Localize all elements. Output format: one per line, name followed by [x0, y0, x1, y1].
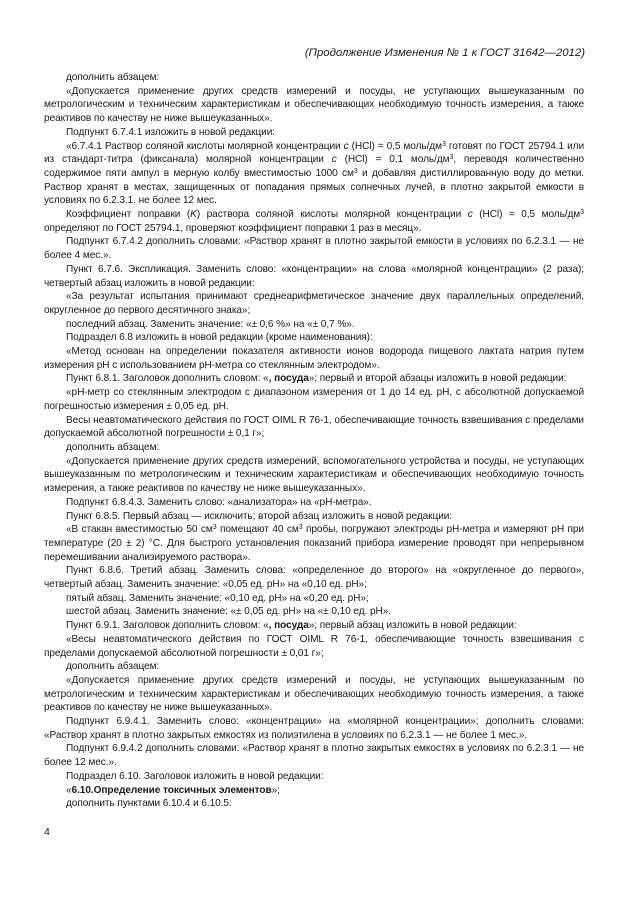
page-header: (Продолжение Изменения № 1 к ГОСТ 31642—2012)	[304, 47, 585, 59]
paragraph: «За результат испытания принимают среднеарифметическое значение двух параллельных определений, округленное до первого десятичного знака»;	[44, 291, 584, 316]
paragraph: Подпункт 6.9.4.1. Заменить слово: «концентрации» на «молярной концентрации»; дополнить словами: «Раствор хранят в плотно закрытых емкостях из полиэтилена в условиях по 6.2.3.1 — не более 1 мес.».	[44, 716, 584, 741]
paragraph: Пункт 6.7.6. Экспликация. Заменить слово: «концентрации» на слова «молярной концентрации» (2 раза); четвертый абзац изложить в новой редакции:	[44, 263, 584, 289]
paragraph: дополнить абзацем:	[66, 441, 160, 453]
paragraph: Подпункт 6.9.4.2 дополнить словами: «Раствор хранят в плотно закрытых емкостях в условиях по 6.2.3.1 — не более 12 мес.».	[44, 743, 584, 769]
paragraph: пятый абзац. Заменить значение: «0,10 ед. pH» на «0,20 ед. pH»;	[66, 592, 369, 604]
paragraph: «Допускается применение других средств измерений и посуды, не уступающих вышеуказанным по метрологическим и техническим характеристикам и обеспечивающих необходимую точность измерения, а также реактивов по качеству не ниже вышеуказанных».	[44, 85, 584, 125]
page-number: 4	[44, 826, 50, 838]
paragraph: «Метод основан на определении показателя активности ионов водорода пищевого лактата натрия путем измерения pH с использованием pH-метра со стеклянным электродом».	[44, 346, 584, 371]
paragraph: Пункт 6.8.6. Третий абзац. Заменить слова: «определенное до второго» на «округленное до первого», четвертый абзац. Заменить значение: «0,05 ед. pH» на «0,10 ед. pH»;	[44, 565, 584, 591]
paragraph: «Допускается применение других средств измерений, вспомогательного устройства и посуды, не уступающих вышеуказанным по метрологическим и техническим характеристикам и обеспечивающих необходимую точность измерения, а также реактивов по качеству не ниже вышеуказанных».	[44, 455, 584, 495]
paragraph: «6.7.4.1 Раствор соляной кислоты молярной концентрации c (HCl) = 0,5 моль/$дм^3$ готовят по ГОСТ 25794.1 или из стандарт-титра (фиксанала) молярной концентрации c (HCl) = 0,1 моль/$дм^3$, переводя количественно содержимое пяти ампул в мерную колбу вместимостью 1000 $см^3$ и добавляя дистиллированную воду до метки. Раствор хранят в местах, защищенных от попадания прямых солнечных лучей, в плотно закрытой емкости в условиях по 6.2.3.1. не более 12 мес.	[44, 140, 584, 207]
paragraph: шестой абзац. Заменить значение: «± 0,05 ед. pH» на «± 0,10 ед. pH».	[66, 606, 391, 618]
paragraph: Подпункт 6.7.4.2 дополнить словами: «Раствор хранят в плотно закрытой емкости в условиях по 6.2.3.1 — не более 4 мес.».	[44, 236, 584, 262]
paragraph: Пункт 6.8.1. Заголовок дополнить словом: «, посуда»; первый и второй абзацы изложить в новой редакции:	[66, 373, 567, 385]
document-body	[44, 71, 584, 811]
paragraph: дополнить пунктами 6.10.4 и 6.10.5:	[66, 798, 232, 810]
paragraph: последний абзац. Заменить значение: «± 0,6 %» на «± 0,7 %».	[66, 318, 355, 330]
paragraph: «pH-метр со стеклянным электродом с диапазоном измерения от 1 до 14 ед. pH, с абсолютной допускаемой погрешностью измерения ± 0,05 ед. pH.	[44, 387, 584, 412]
paragraph: дополнить абзацем:	[66, 72, 160, 83]
paragraph: Подпункт 6.8.4.3. Заменить слово: «анализатора» на «pH-метра».	[66, 496, 372, 508]
paragraph: «Допускается применение других средств измерений и посуды, не уступающих вышеуказанным по метрологическим и техническим характеристикам и обеспечивающих необходимую точность измерения, а также реактивов по качеству не ниже вышеуказанных».	[44, 674, 584, 714]
paragraph: Пункт 6.8.5. Первый абзац — исключить; второй абзац изложить в новой редакции:	[66, 510, 453, 522]
section-title-line: «6.10.Определение токсичных элементов»;	[66, 784, 280, 796]
paragraph: Коэффициент поправки (K) раствора соляной кислоты молярной концентрации c (HCl) = 0,5 моль/$дм^3$ определяют по ГОСТ 25794.1, проверяют коэффициент поправки 1 раз в месяц».	[44, 209, 584, 234]
paragraph: «Весы неавтоматического действия по ГОСТ OIML R 76-1, обеспечивающие точность взвешивания с пределами допускаемой абсолютной погрешности ± 0,01 г»;	[44, 633, 584, 659]
paragraph: Подраздел 6.10. Заголовок изложить в новой редакции:	[66, 770, 324, 782]
paragraph: Весы неавтоматического действия по ГОСТ OIML R 76-1, обеспечивающие точность взвешивания с пределами допускаемой абсолютной погрешности ± 0,1 г»;	[44, 414, 584, 440]
paragraph: Подпункт 6.7.4.1 изложить в новой редакции:	[66, 126, 275, 138]
paragraph: Подраздел 6.8 изложить в новой редакции (кроме наименования):	[66, 332, 373, 344]
paragraph: дополнить абзацем:	[66, 661, 160, 673]
paragraph: Пункт 6.9.1. Заголовок дополнить словом: «, посуда»; первый абзац изложить в новой редакции:	[66, 620, 517, 632]
paragraph: «В стакан вместимостью 50 $см^3$ помещают 40 $см^3$ пробы, погружают электроды pH-метра и измеряют pH при температуре (20 ± 2) °С. Для быстрого установления показаний прибора измерение проводят при непрерывном перемешивании анализируемого раствора».	[44, 524, 584, 563]
